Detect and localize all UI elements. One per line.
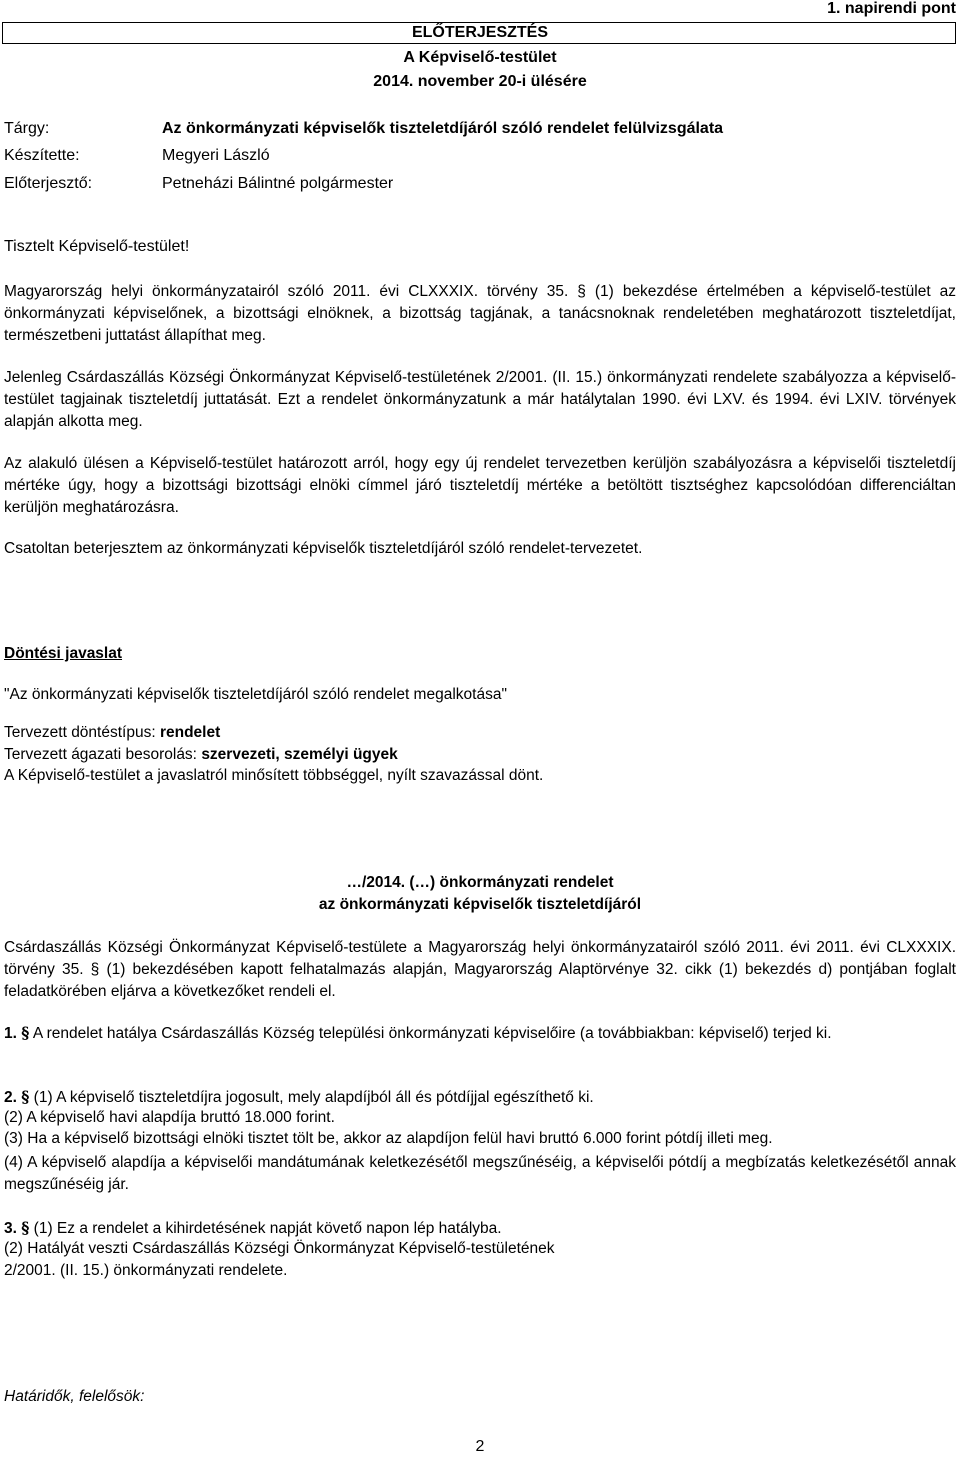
paragraph-legal-basis: Magyarország helyi önkormányzatairól szóló 2011. évi CLXXXIX. törvény 35. § (1) bekezdése értelmében a képviselő-testület az önkormányzati képviselőnek, a bizottsági elnöknek, a bizottság tagjának, a tanácsnoknak rendeletében meghatározott tiszteletdíjat, természetbeni juttatást állapíthat meg. xyxy=(4,283,956,344)
meeting-date: 2014. november 20-i ülésére xyxy=(373,73,587,90)
subject-label: Tárgy: xyxy=(4,120,50,137)
section-2-para-2: (2) A képviselő havi alapdíja bruttó 18.000 forint. xyxy=(4,1109,335,1126)
section-3-number: 3. xyxy=(4,1220,17,1237)
document-title: ELŐTERJESZTÉS xyxy=(411,24,549,41)
decision-heading: Döntési javaslat xyxy=(4,645,123,662)
paragraph-attachment: Csatoltan beterjesztem az önkormányzati képviselők tiszteletdíjáról szóló rendelet-tervezetet. xyxy=(4,540,643,557)
decision-quote: "Az önkormányzati képviselők tiszteletdíjáról szóló rendelet megalkotása" xyxy=(4,686,507,703)
decision-type-value: rendelet xyxy=(159,724,221,741)
decision-type xyxy=(4,724,220,742)
presenter-value: Petneházi Bálintné polgármester xyxy=(162,175,394,192)
section-2-para-3: (3) Ha a képviselő bizottsági elnöki tisztet tölt be, akkor az alapdíjon felül havi bruttó 6.000 forint pótdíj illeti meg. xyxy=(4,1130,773,1147)
decision-sector xyxy=(4,746,398,764)
salutation: Tisztelt Képviselő-testület! xyxy=(4,238,190,255)
section-2-para-4: (4) A képviselő alapdíja a képviselői mandátumának keletkezésétől megszűnéséig, a képviselői pótdíj a megbízatás keletkezésétől annak megszűnéséig jár. xyxy=(4,1154,956,1193)
decree-section-3-line-1 xyxy=(4,1218,502,1238)
section-3-para-2: (2) Hatályát veszti Csárdaszállás Községi Önkormányzat Képviselő-testületének xyxy=(4,1240,555,1257)
document-body: A Képviselő-testület xyxy=(403,49,557,66)
decision-sector-label: Tervezett ágazati besorolás: xyxy=(4,746,202,763)
section-1-number: 1. xyxy=(4,1025,17,1042)
section-3-para-2-cont: 2/2001. (II. 15.) önkormányzati rendelete. xyxy=(4,1262,288,1279)
deadlines-label: Határidők, felelősök: xyxy=(4,1388,145,1405)
decision-sector-value: szervezeti, személyi ügyek xyxy=(201,746,398,763)
author-value: Megyeri László xyxy=(162,147,270,164)
section-2-number: 2. xyxy=(4,1089,17,1106)
section-1-sign: § xyxy=(21,1023,30,1042)
paragraph-inaugural-meeting: Az alakuló ülésen a Képviselő-testület határozott arról, hogy egy új rendelet tervezetben kerüljön szabályozásra a képviselői tiszteletdíj mértéke úgy, hogy a bizottsági bizottsági elnöki címmel járó tiszteletdíj mértéke a betöltött tisztséghez kapcsolódóan differenciáltan kerüljön meghatározásra. xyxy=(4,455,956,516)
section-3-para-1: (1) Ez a rendelet a kihirdetésének napját követő napon lép hatályba. xyxy=(33,1220,502,1237)
section-3-sign: § xyxy=(21,1218,30,1237)
decision-vote: A Képviselő-testület a javaslatról minősített többséggel, nyílt szavazással dönt. xyxy=(4,767,544,784)
decree-title-subject: az önkormányzati képviselők tiszteletdíjáról xyxy=(318,896,642,913)
presenter-label: Előterjesztő: xyxy=(4,175,93,192)
page-number: 2 xyxy=(475,1438,485,1455)
decree-section-2-line-1 xyxy=(4,1087,594,1107)
section-1-text: A rendelet hatálya Csárdaszállás Község települési önkormányzati képviselőire (a továbbiakban: képviselő) terjed ki. xyxy=(32,1025,832,1042)
author-label: Készítette: xyxy=(4,147,80,164)
decree-preamble: Csárdaszállás Községi Önkormányzat Képviselő-testülete a Magyarország helyi önkormányzatairól szóló 2011. évi 2011. évi CLXXXIX. törvény 35. § (1) bekezdésében kapott felhatalmazás alapján, Magyarország Alaptörvénye 32. cikk (1) bekezdés d) pontjában foglalt feladatkörében eljárva a következőket rendeli el. xyxy=(4,939,956,1000)
section-2-sign: § xyxy=(21,1087,30,1106)
section-2-para-1: (1) A képviselő tiszteletdíjra jogosult, mely alapdíjból áll és pótdíjjal egészíthető ki. xyxy=(33,1089,594,1106)
paragraph-current-regulation: Jelenleg Csárdaszállás Községi Önkormányzat Képviselő-testületének 2/2001. (II. 15.) önkormányzati rendelete szabályozza a képviselő-testület tagjainak tiszteletdíj juttatását. Ezt a rendelet önkormányzatunk a már hatálytalan 1990. évi LXV. és 1994. évi LXIV. törvények alapján alkotta meg. xyxy=(4,369,956,430)
agenda-item: 1. napirendi pont xyxy=(827,0,956,17)
decree-title-number: …/2014. (…) önkormányzati rendelet xyxy=(346,874,614,891)
subject-value: Az önkormányzati képviselők tiszteletdíjáról szóló rendelet felülvizsgálata xyxy=(162,120,724,137)
decision-type-label: Tervezett döntéstípus: xyxy=(4,724,160,741)
decree-section-1 xyxy=(4,1022,956,1045)
